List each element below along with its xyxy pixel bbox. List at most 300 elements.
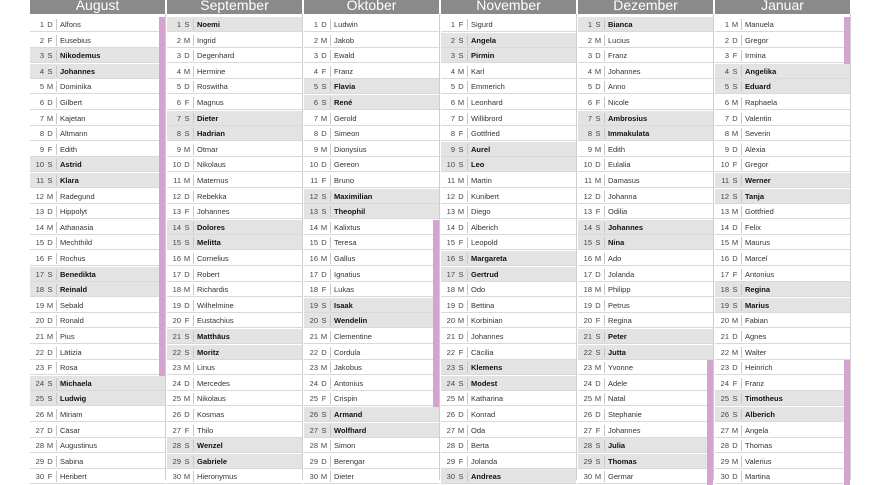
name-day: Wolfhard [334, 425, 367, 435]
weekday-letter: D [458, 113, 464, 123]
day-number: 8 [587, 129, 592, 139]
row-divider [604, 35, 605, 46]
row-divider [193, 362, 194, 373]
day-number: 9 [450, 144, 455, 154]
name-day: Margareta [471, 254, 507, 263]
weekday-letter: M [457, 176, 465, 185]
weekday-letter: D [458, 441, 464, 451]
row-divider [604, 378, 605, 389]
weekday-letter: D [321, 378, 327, 388]
name-day: Damasus [608, 176, 640, 185]
weekday-letter: S [321, 207, 327, 217]
row-divider [604, 81, 605, 92]
day-number: 25 [309, 394, 318, 404]
row-divider [741, 456, 742, 467]
row-divider [330, 300, 331, 311]
name-day: Valerius [745, 456, 772, 466]
name-day: Sigurd [471, 20, 493, 29]
weekday-letter: M [183, 144, 191, 154]
day-row [30, 204, 165, 219]
row-divider [467, 300, 468, 311]
day-row [167, 235, 302, 250]
row-divider [604, 253, 605, 264]
name-day: Eusebius [60, 35, 91, 45]
row-divider [56, 237, 57, 248]
weekday-letter: D [458, 191, 464, 201]
row-divider [330, 50, 331, 61]
day-row [441, 220, 576, 235]
day-number: 15 [720, 238, 729, 248]
weekday-letter: D [732, 363, 738, 373]
day-row [30, 438, 165, 453]
name-day: Eustachius [197, 316, 234, 326]
day-row [304, 376, 439, 391]
day-number: 4 [450, 66, 455, 76]
weekday-letter: S [595, 129, 601, 139]
weekday-letter: D [732, 441, 738, 451]
row-divider [604, 425, 605, 436]
day-row [304, 251, 439, 266]
weekday-letter: M [457, 98, 465, 107]
day-number: 13 [446, 207, 455, 217]
day-number: 12 [309, 191, 318, 201]
day-number: 7 [39, 113, 44, 123]
name-day: Theophil [334, 207, 366, 217]
day-row [441, 391, 576, 406]
name-day: Modest [471, 378, 498, 388]
day-row [441, 33, 576, 48]
weekday-letter: M [457, 207, 465, 217]
day-number: 19 [583, 300, 592, 310]
row-divider [741, 35, 742, 46]
day-number: 3 [39, 51, 44, 61]
row-divider [467, 269, 468, 280]
row-divider [741, 159, 742, 170]
weekday-letter: F [321, 66, 327, 76]
weekday-letter: S [458, 378, 464, 388]
column-divider [713, 14, 714, 480]
row-divider [741, 378, 742, 389]
name-day: Johannes [608, 425, 641, 435]
row-divider [330, 440, 331, 451]
day-row [441, 48, 576, 63]
weekday-letter: M [457, 66, 465, 76]
name-day: Angela [471, 35, 497, 45]
row-divider [604, 471, 605, 482]
name-day: Willibrord [471, 113, 503, 123]
day-row [167, 17, 302, 32]
day-number: 22 [172, 347, 181, 357]
day-row [167, 251, 302, 266]
row-divider [193, 222, 194, 233]
weekday-letter: S [47, 394, 53, 404]
day-row [167, 204, 302, 219]
weekday-letter: M [320, 441, 328, 451]
row-divider [330, 253, 331, 264]
weekday-letter: M [457, 394, 465, 404]
name-day: Maternus [197, 176, 229, 185]
name-day: Kalixtus [334, 222, 361, 232]
name-day: Emmerich [471, 82, 505, 92]
weekday-letter: S [458, 254, 464, 263]
name-day: Robert [197, 269, 220, 279]
day-number: 23 [35, 363, 44, 373]
day-number: 2 [724, 35, 729, 45]
name-day: Heribert [60, 472, 87, 482]
day-number: 10 [446, 160, 455, 170]
name-day: Regina [745, 285, 771, 295]
day-number: 3 [450, 51, 455, 61]
day-number: 9 [587, 144, 592, 154]
day-row [30, 251, 165, 266]
row-divider [467, 440, 468, 451]
day-row [30, 173, 165, 188]
day-row [441, 189, 576, 204]
weekday-letter: F [321, 394, 327, 404]
day-number: 5 [39, 82, 44, 92]
name-day: Pirmin [471, 51, 495, 61]
row-divider [56, 35, 57, 46]
day-number: 23 [583, 363, 592, 373]
day-number: 25 [172, 394, 181, 404]
weekday-letter: D [321, 456, 327, 466]
name-day: Cornelius [197, 254, 229, 263]
day-number: 25 [35, 394, 44, 404]
day-number: 22 [35, 347, 44, 357]
day-row [578, 391, 713, 406]
day-number: 6 [450, 98, 455, 107]
day-row [578, 251, 713, 266]
row-divider [741, 362, 742, 373]
weekday-letter: S [458, 472, 464, 482]
weekday-letter: F [47, 363, 53, 373]
day-row [715, 173, 850, 188]
row-divider [193, 175, 194, 186]
weekday-letter: D [184, 191, 190, 201]
day-number: 3 [587, 51, 592, 61]
day-row [167, 438, 302, 453]
row-divider [467, 378, 468, 389]
row-divider [193, 159, 194, 170]
row-divider [467, 456, 468, 467]
weekday-letter: S [595, 238, 601, 248]
weekday-letter: S [321, 410, 327, 419]
day-row [304, 423, 439, 438]
day-row [304, 235, 439, 250]
name-day: Eduard [745, 82, 771, 92]
weekday-letter: S [47, 378, 53, 388]
row-divider [604, 159, 605, 170]
day-number: 11 [721, 176, 729, 185]
name-day: Walter [745, 347, 767, 357]
name-day: Nicole [608, 98, 629, 107]
name-day: Noemi [197, 20, 220, 29]
weekday-letter: D [184, 300, 190, 310]
weekday-letter: S [321, 98, 327, 107]
name-day: Marius [745, 300, 770, 310]
day-number: 10 [172, 160, 181, 170]
day-row [167, 142, 302, 157]
name-day: Gilbert [60, 98, 83, 107]
weekday-letter: S [732, 82, 738, 92]
weekday-letter: M [46, 441, 54, 451]
day-row [167, 126, 302, 141]
weekday-letter: S [732, 66, 738, 76]
day-number: 25 [720, 394, 729, 404]
day-row [304, 220, 439, 235]
day-number: 2 [313, 35, 318, 45]
day-row [167, 329, 302, 344]
row-divider [193, 81, 194, 92]
weekday-letter: M [183, 472, 191, 482]
day-number: 2 [176, 35, 181, 45]
weekday-letter: S [184, 222, 190, 232]
month-column-august [30, 0, 165, 480]
day-row [715, 79, 850, 94]
weekday-letter: S [321, 300, 327, 310]
day-row [441, 251, 576, 266]
day-number: 12 [583, 191, 592, 201]
weekday-letter: D [458, 82, 464, 92]
weekday-letter: S [321, 82, 327, 92]
day-number: 3 [313, 51, 318, 61]
weekday-letter: S [732, 176, 738, 185]
name-day: Gabriele [197, 456, 228, 466]
day-row [167, 376, 302, 391]
day-number: 27 [172, 425, 181, 435]
row-divider [193, 206, 194, 217]
weekday-letter: D [595, 160, 601, 170]
day-number: 14 [309, 222, 318, 232]
day-row [578, 438, 713, 453]
day-number: 6 [724, 98, 729, 107]
day-row [304, 407, 439, 422]
weekday-letter: S [458, 35, 464, 45]
day-number: 17 [309, 269, 318, 279]
weekday-letter: D [47, 456, 53, 466]
weekday-letter: F [595, 316, 601, 326]
day-number: 28 [172, 441, 181, 451]
name-day: Gereon [334, 160, 360, 170]
name-day: Franz [745, 378, 765, 388]
day-row [167, 79, 302, 94]
day-number: 6 [587, 98, 592, 107]
weekday-letter: M [320, 35, 328, 45]
weekday-letter: S [732, 191, 738, 201]
weekday-letter: M [183, 254, 191, 263]
day-number: 27 [446, 425, 455, 435]
row-divider [330, 269, 331, 280]
holiday-bar [433, 220, 439, 407]
name-day: Marcel [745, 254, 768, 263]
name-day: Reinald [60, 285, 88, 295]
weekday-letter: D [732, 472, 738, 482]
weekday-letter: M [731, 425, 739, 435]
day-number: 23 [446, 363, 455, 373]
weekday-letter: M [320, 113, 328, 123]
day-row [304, 282, 439, 297]
weekday-letter: D [732, 113, 738, 123]
weekday-letter: M [731, 20, 739, 29]
weekday-letter: S [184, 456, 190, 466]
day-number: 30 [309, 472, 318, 482]
day-row [578, 313, 713, 328]
row-divider [56, 113, 57, 124]
row-divider [467, 113, 468, 124]
row-divider [56, 253, 57, 264]
day-number: 30 [583, 472, 592, 482]
weekday-letter: F [47, 35, 53, 45]
day-row [30, 126, 165, 141]
row-divider [193, 393, 194, 404]
weekday-letter: M [46, 113, 54, 123]
weekday-letter: S [47, 66, 53, 76]
name-day: Korbinian [471, 316, 503, 326]
row-divider [330, 237, 331, 248]
row-divider [604, 456, 605, 467]
day-number: 21 [446, 332, 455, 341]
name-day: Leo [471, 160, 485, 170]
name-day: Raphaela [745, 98, 778, 107]
row-divider [604, 300, 605, 311]
month-column-november [441, 0, 576, 480]
row-divider [56, 284, 57, 295]
weekday-letter: D [732, 332, 738, 341]
weekday-letter: M [457, 285, 465, 295]
row-divider [467, 66, 468, 77]
name-day: Gregor [745, 160, 769, 170]
day-number: 11 [36, 176, 44, 185]
name-day: Fabian [745, 316, 768, 326]
name-day: Dionysius [334, 144, 367, 154]
row-divider [741, 66, 742, 77]
name-day: Sabina [60, 456, 84, 466]
day-number: 23 [720, 363, 729, 373]
name-day: Jakobus [334, 363, 362, 373]
row-divider [193, 425, 194, 436]
name-day: Immakulata [608, 129, 650, 139]
day-number: 24 [720, 378, 729, 388]
name-day: Nikodemus [60, 51, 101, 61]
holiday-bar [844, 360, 850, 485]
day-number: 9 [724, 144, 729, 154]
row-divider [56, 393, 57, 404]
row-divider [56, 425, 57, 436]
weekday-letter: D [595, 378, 601, 388]
name-day: Simon [334, 441, 356, 451]
row-divider [193, 269, 194, 280]
row-divider [56, 81, 57, 92]
day-row [578, 298, 713, 313]
day-row [167, 360, 302, 375]
row-divider [467, 393, 468, 404]
day-row [715, 142, 850, 157]
name-day: Dieter [334, 472, 355, 482]
weekday-letter: M [320, 363, 328, 373]
day-row [30, 48, 165, 63]
row-divider [193, 347, 194, 358]
weekday-letter: F [458, 20, 464, 29]
holiday-bar [707, 360, 713, 485]
day-row [304, 204, 439, 219]
row-divider [467, 253, 468, 264]
name-day: Berengar [334, 456, 365, 466]
row-divider [56, 175, 57, 186]
row-divider [193, 113, 194, 124]
weekday-letter: D [595, 51, 601, 61]
day-number: 10 [583, 160, 592, 170]
day-row [578, 360, 713, 375]
weekday-letter: F [458, 238, 464, 248]
day-number: 27 [583, 425, 592, 435]
row-divider [330, 113, 331, 124]
name-day: Gertrud [471, 269, 499, 279]
weekday-letter: D [595, 82, 601, 92]
day-row [715, 391, 850, 406]
day-number: 22 [720, 347, 729, 357]
day-number: 7 [450, 113, 455, 123]
day-row [715, 376, 850, 391]
row-divider [604, 175, 605, 186]
name-day: Martina [745, 472, 771, 482]
day-row [304, 33, 439, 48]
day-row [578, 345, 713, 360]
weekday-letter: D [458, 300, 464, 310]
day-row [441, 95, 576, 110]
row-divider [330, 456, 331, 467]
weekday-letter: D [732, 222, 738, 232]
day-row [30, 407, 165, 422]
name-day: Hadrian [197, 129, 225, 139]
weekday-letter: M [594, 35, 602, 45]
day-row [578, 33, 713, 48]
day-number: 15 [446, 238, 455, 248]
row-divider [604, 97, 605, 108]
name-day: Manuela [745, 20, 774, 29]
day-number: 25 [446, 394, 455, 404]
name-day: Clementine [334, 332, 372, 341]
day-row [304, 157, 439, 172]
day-row [304, 267, 439, 282]
weekday-letter: D [184, 378, 190, 388]
day-row [304, 329, 439, 344]
day-number: 29 [720, 456, 729, 466]
weekday-letter: D [458, 410, 464, 419]
day-row [441, 313, 576, 328]
day-row [578, 454, 713, 469]
day-number: 5 [724, 82, 729, 92]
weekday-letter: M [731, 207, 739, 217]
row-divider [193, 191, 194, 202]
day-row [441, 360, 576, 375]
name-day: Martin [471, 176, 492, 185]
day-number: 6 [176, 98, 181, 107]
name-day: Diego [471, 207, 491, 217]
day-number: 14 [446, 222, 455, 232]
day-number: 20 [172, 316, 181, 326]
day-row [441, 329, 576, 344]
name-day: Leopold [471, 238, 498, 248]
name-day: Klemens [471, 363, 503, 373]
row-divider [604, 206, 605, 217]
weekday-letter: M [731, 347, 739, 357]
day-row [441, 235, 576, 250]
day-number: 28 [583, 441, 592, 451]
row-divider [330, 175, 331, 186]
day-row [30, 220, 165, 235]
day-row [167, 64, 302, 79]
row-divider [741, 128, 742, 139]
